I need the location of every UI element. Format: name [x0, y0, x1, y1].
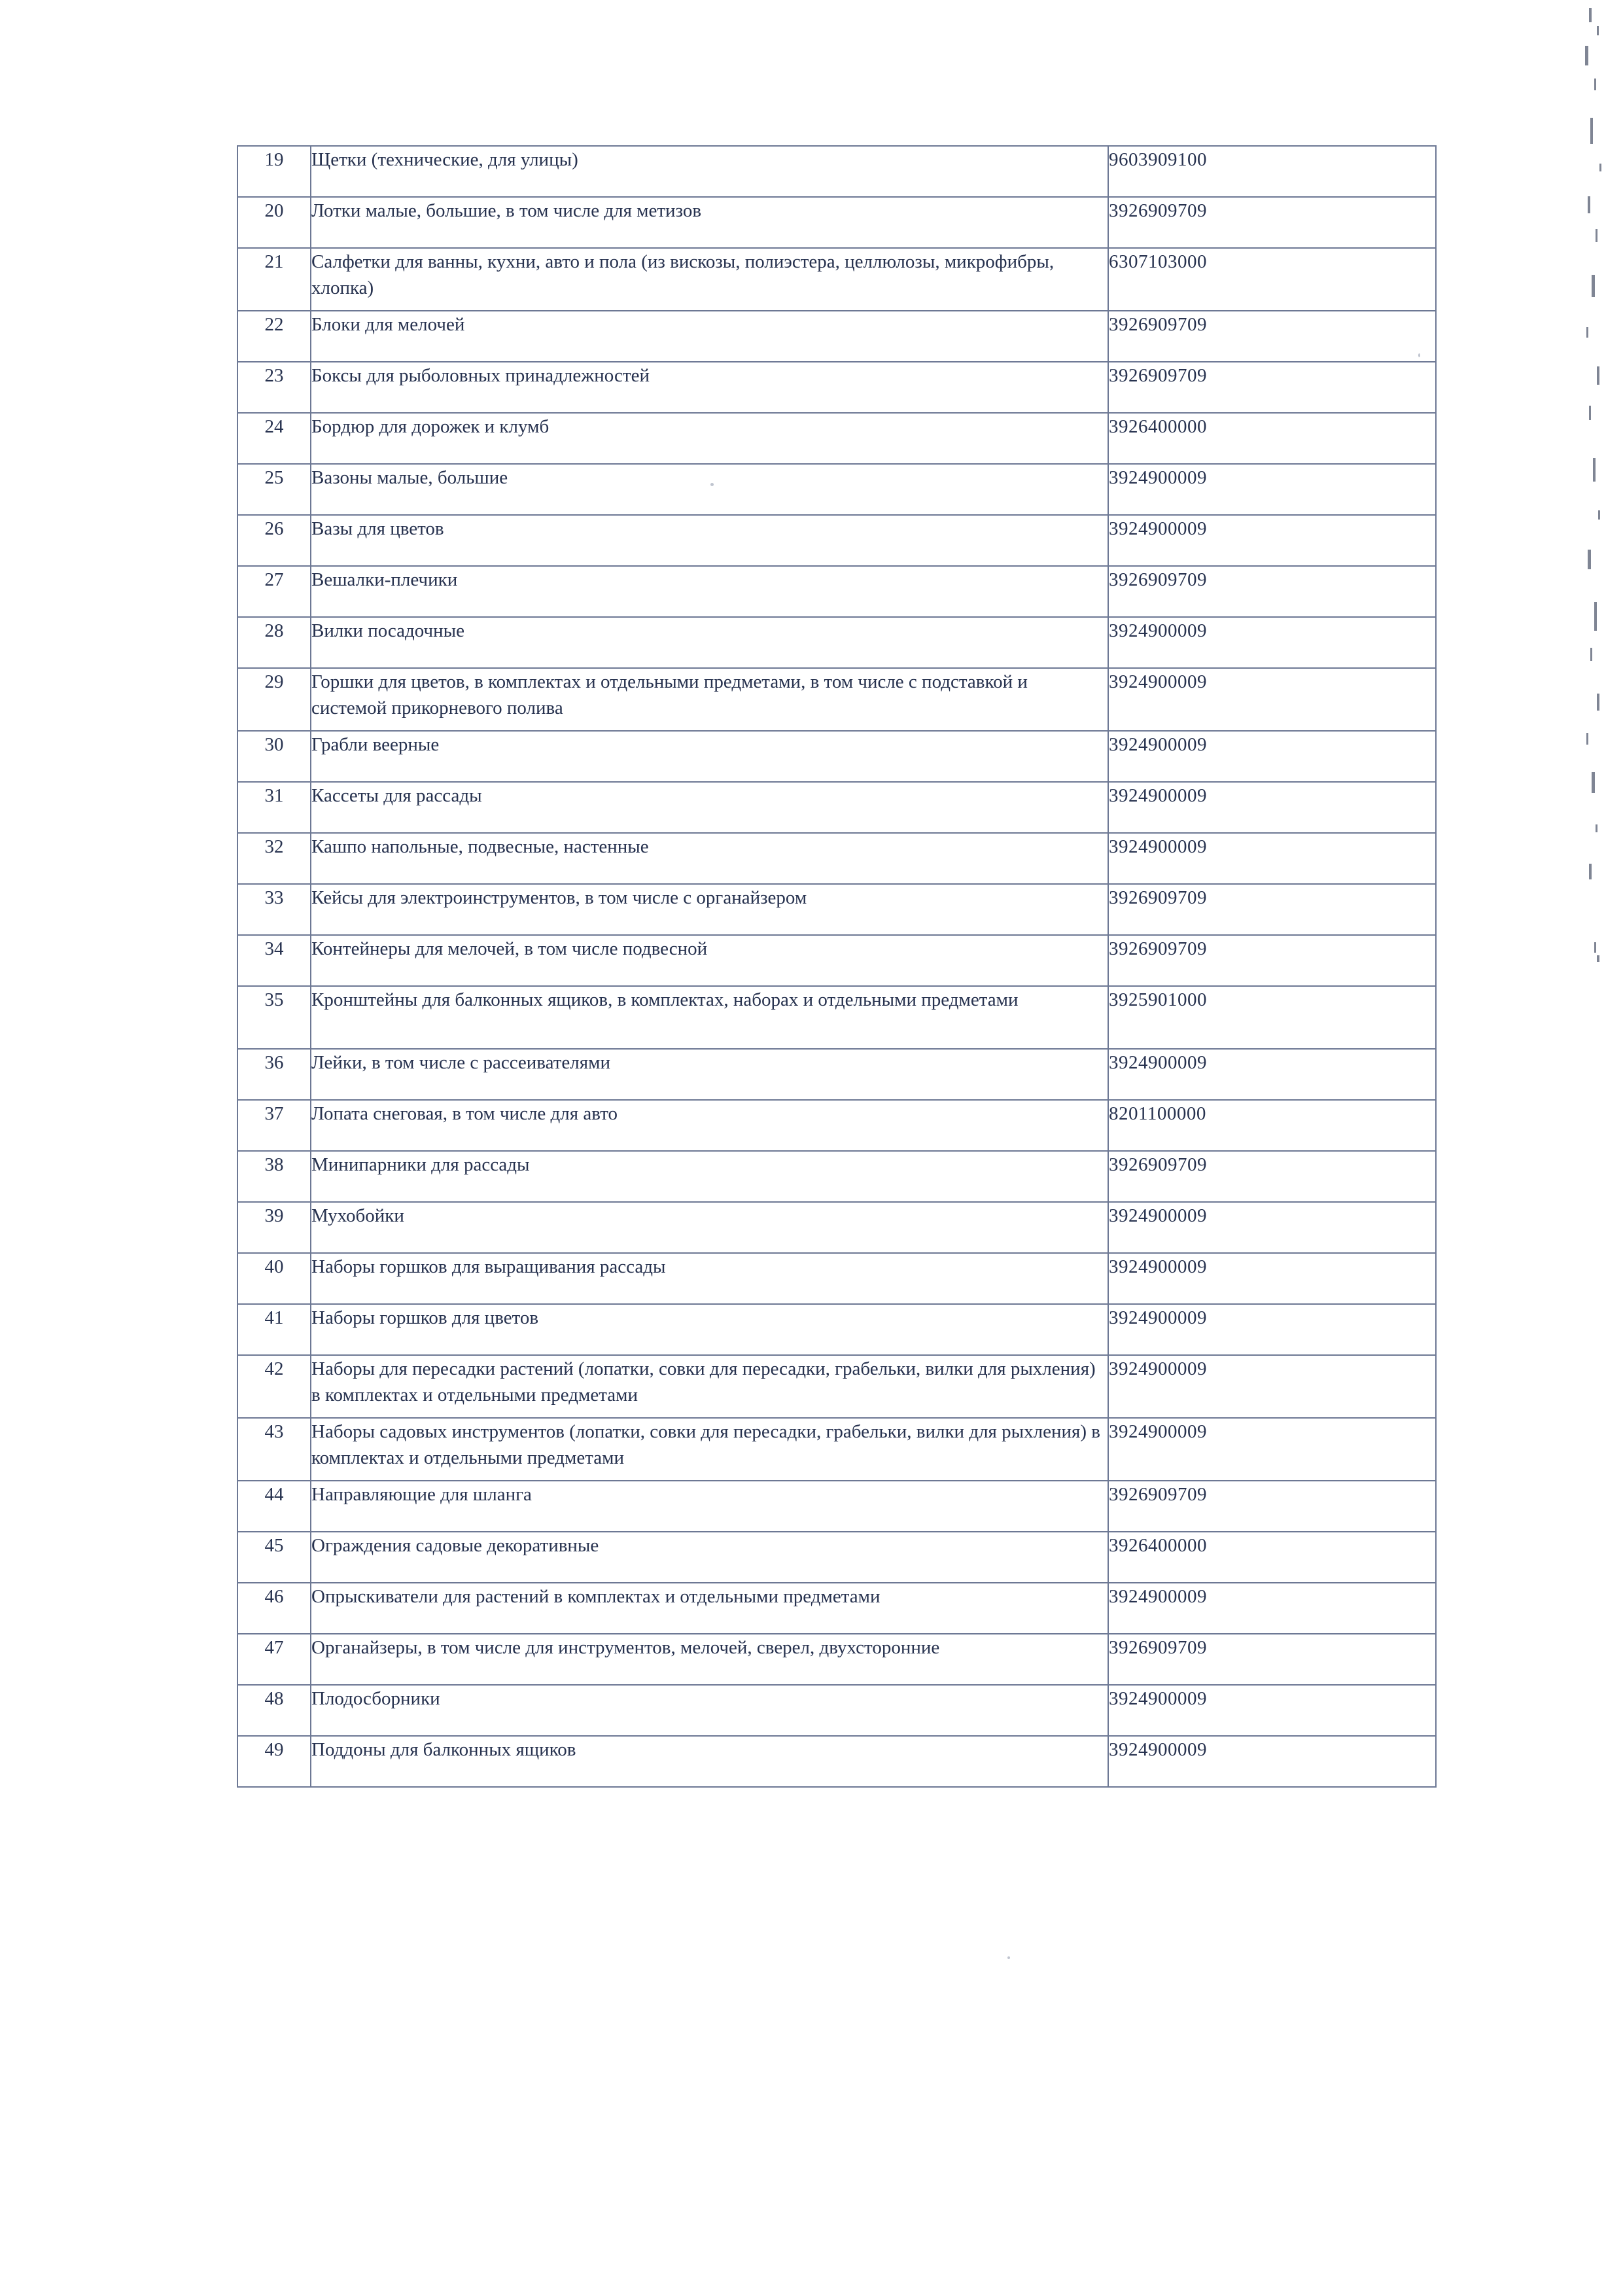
product-code: 3924900009 [1108, 1304, 1436, 1355]
table-row [237, 1583, 1436, 1634]
product-code: 3924900009 [1108, 782, 1436, 833]
product-code: 3926400000 [1108, 413, 1436, 464]
row-number: 26 [237, 515, 311, 566]
table-row [237, 1418, 1436, 1481]
product-name: Кашпо напольные, подвесные, настенные [311, 833, 1108, 884]
product-code: 3924900009 [1108, 1736, 1436, 1787]
product-name: Минипарники для рассады [311, 1151, 1108, 1202]
table-row [237, 1355, 1436, 1418]
product-code: 3924900009 [1108, 731, 1436, 782]
product-code: 3924900009 [1108, 1418, 1436, 1481]
table-row [237, 1049, 1436, 1100]
product-code: 3926909709 [1108, 935, 1436, 986]
table-row [237, 311, 1436, 362]
table-row [237, 617, 1436, 668]
table-row [237, 1253, 1436, 1304]
product-name: Бордюр для дорожек и клумб [311, 413, 1108, 464]
table-row [237, 1685, 1436, 1736]
row-number: 20 [237, 197, 311, 248]
scan-edge-noise [1577, 0, 1623, 2296]
table-row [237, 731, 1436, 782]
table-row [237, 464, 1436, 515]
row-number: 37 [237, 1100, 311, 1151]
row-number: 24 [237, 413, 311, 464]
product-name: Плодосборники [311, 1685, 1108, 1736]
product-name: Наборы для пересадки растений (лопатки, совки для пересадки, грабельки, вилки для рыхления) в комплектах и отдельными предметами [311, 1355, 1108, 1418]
product-code: 3924900009 [1108, 1355, 1436, 1418]
row-number: 19 [237, 146, 311, 197]
product-name: Боксы для рыболовных принадлежностей [311, 362, 1108, 413]
row-number: 35 [237, 986, 311, 1049]
product-code: 3926909709 [1108, 1481, 1436, 1532]
row-number: 29 [237, 668, 311, 731]
product-name: Салфетки для ванны, кухни, авто и пола (из вискозы, полиэстера, целлюлозы, микрофибры, хлопка) [311, 248, 1108, 311]
row-number: 34 [237, 935, 311, 986]
row-number: 40 [237, 1253, 311, 1304]
product-code: 8201100000 [1108, 1100, 1436, 1151]
product-name: Вешалки-плечики [311, 566, 1108, 617]
product-code: 3924900009 [1108, 515, 1436, 566]
goods-table-container [237, 145, 1431, 1788]
row-number: 45 [237, 1532, 311, 1583]
table-row [237, 1634, 1436, 1685]
product-name: Контейнеры для мелочей, в том числе подвесной [311, 935, 1108, 986]
table-row [237, 1532, 1436, 1583]
table-row [237, 1202, 1436, 1253]
product-code: 3924900009 [1108, 1202, 1436, 1253]
product-code: 9603909100 [1108, 146, 1436, 197]
row-number: 49 [237, 1736, 311, 1787]
row-number: 30 [237, 731, 311, 782]
product-name: Опрыскиватели для растений в комплектах и отдельными предметами [311, 1583, 1108, 1634]
table-row [237, 413, 1436, 464]
product-name: Лейки, в том числе с рассеивателями [311, 1049, 1108, 1100]
product-name: Грабли веерные [311, 731, 1108, 782]
product-name: Органайзеры, в том числе для инструментов, мелочей, сверел, двухсторонние [311, 1634, 1108, 1685]
product-code: 3926909709 [1108, 197, 1436, 248]
product-code: 3924900009 [1108, 1253, 1436, 1304]
row-number: 41 [237, 1304, 311, 1355]
product-name: Горшки для цветов, в комплектах и отдельными предметами, в том числе с подставкой и системой прикорневого полива [311, 668, 1108, 731]
product-code: 3925901000 [1108, 986, 1436, 1049]
goods-table-body [237, 146, 1436, 1787]
product-name: Вазы для цветов [311, 515, 1108, 566]
table-row [237, 935, 1436, 986]
row-number: 33 [237, 884, 311, 935]
table-row [237, 146, 1436, 197]
table-row [237, 248, 1436, 311]
product-code: 3924900009 [1108, 1685, 1436, 1736]
row-number: 23 [237, 362, 311, 413]
row-number: 32 [237, 833, 311, 884]
product-code: 3926909709 [1108, 566, 1436, 617]
product-name: Поддоны для балконных ящиков [311, 1736, 1108, 1787]
product-name: Ограждения садовые декоративные [311, 1532, 1108, 1583]
product-code: 3926909709 [1108, 362, 1436, 413]
product-name: Направляющие для шланга [311, 1481, 1108, 1532]
table-row [237, 1151, 1436, 1202]
product-name: Блоки для мелочей [311, 311, 1108, 362]
product-code: 3926909709 [1108, 884, 1436, 935]
table-row [237, 668, 1436, 731]
table-row [237, 197, 1436, 248]
product-code: 3924900009 [1108, 833, 1436, 884]
row-number: 47 [237, 1634, 311, 1685]
product-name: Наборы садовых инструментов (лопатки, совки для пересадки, грабельки, вилки для рыхления) в комплектах и отдельными предметами [311, 1418, 1108, 1481]
product-code: 3924900009 [1108, 1583, 1436, 1634]
row-number: 44 [237, 1481, 311, 1532]
table-row [237, 1736, 1436, 1787]
product-code: 3926909709 [1108, 1151, 1436, 1202]
table-row [237, 515, 1436, 566]
product-name: Мухобойки [311, 1202, 1108, 1253]
product-name: Вилки посадочные [311, 617, 1108, 668]
row-number: 43 [237, 1418, 311, 1481]
product-name: Лотки малые, большие, в том числе для метизов [311, 197, 1108, 248]
row-number: 31 [237, 782, 311, 833]
row-number: 28 [237, 617, 311, 668]
product-name: Щетки (технические, для улицы) [311, 146, 1108, 197]
table-row [237, 986, 1436, 1049]
table-row [237, 782, 1436, 833]
product-name: Вазоны малые, большие [311, 464, 1108, 515]
table-row [237, 1481, 1436, 1532]
product-code: 3924900009 [1108, 617, 1436, 668]
product-code: 3924900009 [1108, 464, 1436, 515]
product-code: 3924900009 [1108, 1049, 1436, 1100]
product-name: Кейсы для электроинструментов, в том числе с органайзером [311, 884, 1108, 935]
table-row [237, 1304, 1436, 1355]
table-row [237, 833, 1436, 884]
product-code: 3926909709 [1108, 311, 1436, 362]
goods-table [237, 145, 1437, 1788]
row-number: 38 [237, 1151, 311, 1202]
row-number: 46 [237, 1583, 311, 1634]
product-name: Лопата снеговая, в том числе для авто [311, 1100, 1108, 1151]
row-number: 42 [237, 1355, 311, 1418]
product-code: 3924900009 [1108, 668, 1436, 731]
row-number: 39 [237, 1202, 311, 1253]
row-number: 25 [237, 464, 311, 515]
product-name: Кронштейны для балконных ящиков, в комплектах, наборах и отдельными предметами [311, 986, 1108, 1049]
product-code: 3926400000 [1108, 1532, 1436, 1583]
product-name: Наборы горшков для выращивания рассады [311, 1253, 1108, 1304]
row-number: 36 [237, 1049, 311, 1100]
table-row [237, 362, 1436, 413]
product-name: Наборы горшков для цветов [311, 1304, 1108, 1355]
product-name: Кассеты для рассады [311, 782, 1108, 833]
row-number: 22 [237, 311, 311, 362]
table-row [237, 566, 1436, 617]
product-code: 3926909709 [1108, 1634, 1436, 1685]
table-row [237, 1100, 1436, 1151]
row-number: 27 [237, 566, 311, 617]
scan-dust-spot [1007, 1956, 1010, 1959]
row-number: 21 [237, 248, 311, 311]
table-row [237, 884, 1436, 935]
row-number: 48 [237, 1685, 311, 1736]
product-code: 6307103000 [1108, 248, 1436, 311]
